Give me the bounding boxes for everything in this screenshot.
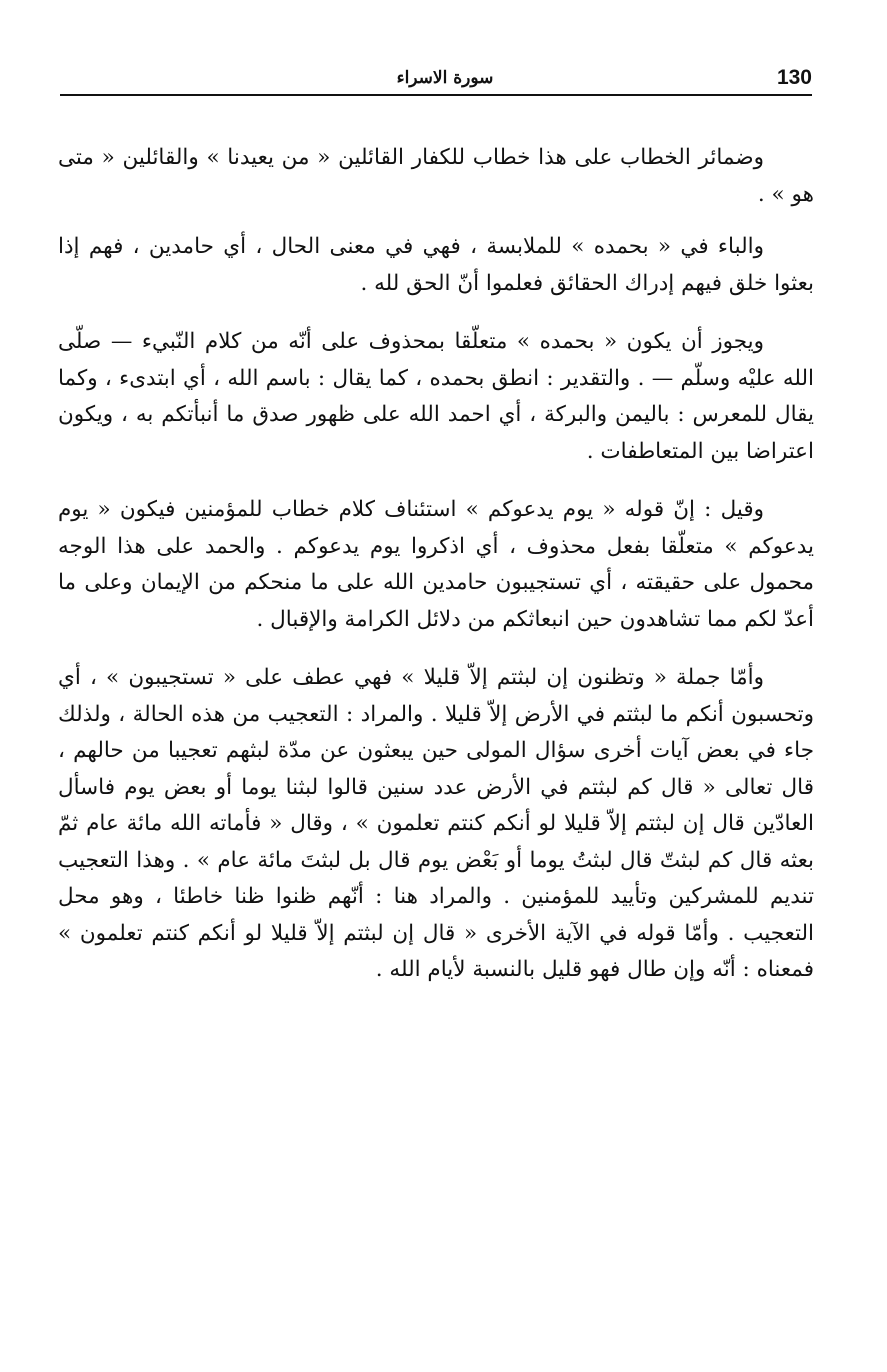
paragraph-4: وقيل : إنّ قوله « يوم يدعوكم » استئناف كلام خطاب للمؤمنين فيكون « يوم يدعوكم » متعلّقا بفعل محذوف ، أي اذكروا يوم يدعوكم . والحمد على هذا الوجه محمول على حقيقته ، أي تستجيبون حامدين الله على ما منحكم من الإيمان وعلى ما أعدّ لكم مما تشاهدون حين انبعاثكم من دلائل الكرامة والإقبال . xyxy=(58,497,814,632)
running-title: سورة الاسراء xyxy=(396,68,494,88)
paragraph-3: ويجوز أن يكون « بحمده » متعلّقا بمحذوف على أنّه من كلام النّبيء — صلّى الله عليْه وسلّم — . والتقدير : انطق بحمده ، كما يقال : باسم الله ، أي ابتدىء ، وكما يقال للمعرس : باليمن والبركة ، أي احمد الله على ظهور صدق ما أنبأتكم به ، ويكون اعتراضا بين المتعاطفات . xyxy=(58,329,814,464)
paragraph-5: وأمّا جملة « وتظنون إن لبثتم إلاّ قليلا » فهي عطف على « تستجيبون » ، أي وتحسبون أنكم ما لبثتم في الأرض إلاّ قليلا . والمراد : التعجيب من هذه الحالة ، ولذلك جاء في بعض آيات أخرى سؤال المولى حين يبعثون عن مدّة لبثهم تعجيبا من حالهم ، قال تعالى « قال كم لبثتم في الأرض عدد سنين قالوا لبثنا يوما أو بعض يوم فاسأل العادّين قال إن لبثتم إلاّ قليلا لو أنكم كنتم تعلمون » ، وقال « فأماته الله مائة عام ثمّ بعثه قال كم لبثتّ قال لبثتُ يوما أو بَعْض يوم قال بل لبثتَ مائة عام » . وهذا التعجيب تنديم للمشركين وتأييد للمؤمنين . والمراد هنا : أنّهم ظنوا ظنا خاطئا ، وهو محل التعجيب . وأمّا قوله في الآية الأخرى « قال إن لبثتم إلاّ قليلا لو أنكم كنتم تعلمون » فمعناه : أنّه وإن طال فهو قليل بالنسبة لأيام الله . xyxy=(58,665,814,982)
page-header xyxy=(60,62,812,96)
page-number: 130 xyxy=(776,66,812,89)
paragraph-1: وضمائر الخطاب على هذا خطاب للكفار القائلين « من يعيدنا » والقائلين « متى هو » . xyxy=(58,145,814,207)
paragraph-2: والباء في « بحمده » للملابسة ، فهي في معنى الحال ، أي حامدين ، فهم إذا بعثوا خلق فيهم إدراك الحقائق فعلموا أنّ الحق لله . xyxy=(58,234,814,296)
body-text xyxy=(58,140,814,989)
header-rule xyxy=(60,94,812,96)
